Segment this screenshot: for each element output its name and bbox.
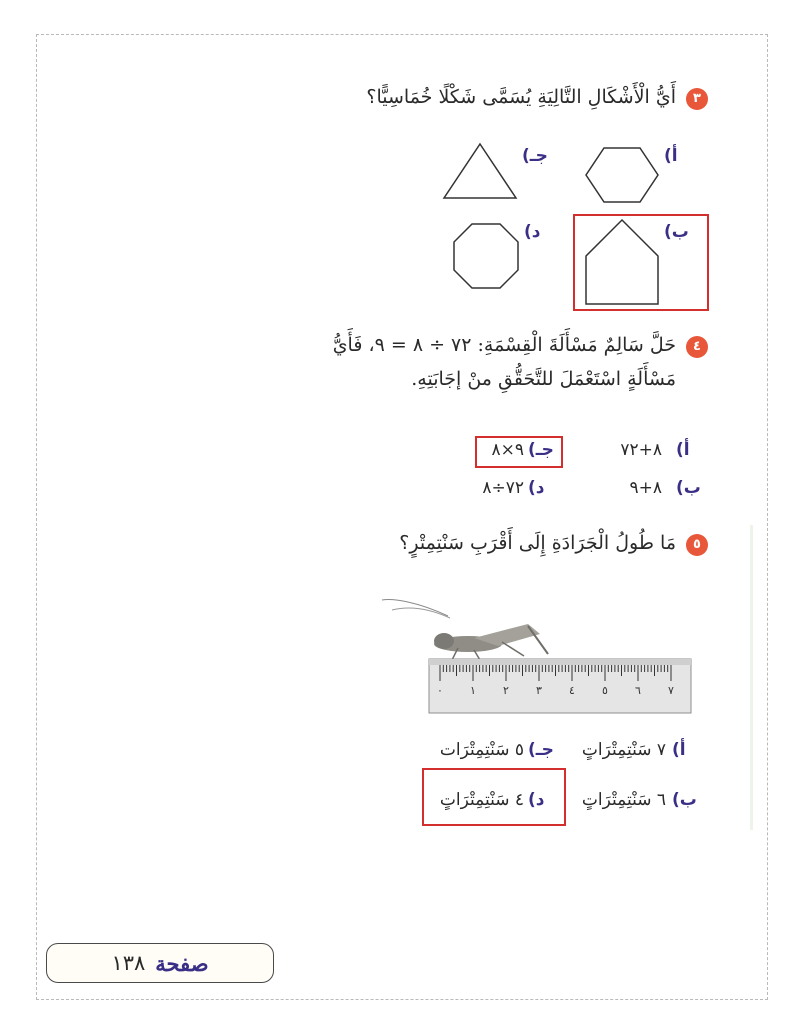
pentagon-shape[interactable] xyxy=(582,216,662,306)
q4-option-b-value: ٨+٩ xyxy=(629,478,662,498)
q3-option-c-label: جـ) xyxy=(522,146,548,166)
q3-option-b-label: ب) xyxy=(664,222,689,242)
question-5-number: ٥ xyxy=(686,534,708,556)
q4-option-c-value: ٩×٨ xyxy=(491,440,524,460)
ruler-number: ٧ xyxy=(668,684,674,697)
ruler-number: ٥ xyxy=(602,684,608,697)
q5-option-a-value: ٧ سَنْتِمِتْرَاتٍ xyxy=(581,740,666,760)
question-4-line-1: حَلَّ سَالِمٌ مَسْأَلَةَ الْقِسْمَةِ: ٧٢ ÷ ٨ = ٩، فَأَيُّ xyxy=(332,334,676,356)
ruler-number: ٣ xyxy=(536,684,542,697)
q4-option-d-label: د) xyxy=(528,478,545,498)
q4-option-d-value: ٧٢÷٨ xyxy=(482,478,524,498)
hexagon-shape[interactable] xyxy=(582,140,662,210)
grasshopper-image xyxy=(378,594,558,666)
question-4-line-2: مَسْأَلَةٍ اسْتَعْمَلَ للتَّحَقُّقِ منْ إجَابَتِهِ. xyxy=(411,368,676,390)
q4-option-a-label: أ) xyxy=(676,440,690,460)
ruler-number: ١ xyxy=(470,684,476,697)
q5-option-c-label: جـ) xyxy=(528,740,554,760)
q4-option-c-label: جـ) xyxy=(528,440,554,460)
q3-option-a-label: أ) xyxy=(664,146,678,166)
q5-option-a-label: أ) xyxy=(672,740,686,760)
q5-option-b-value: ٦ سَنْتِمِتْرَاتٍ xyxy=(581,790,666,810)
ruler-number: ٠ xyxy=(437,684,443,697)
side-accent-line xyxy=(750,525,753,830)
triangle-shape[interactable] xyxy=(440,140,520,204)
q5-option-c-value: ٥ سَنْتِمِتْرَات xyxy=(439,740,524,760)
q5-option-d-label: د) xyxy=(528,790,545,810)
q4-option-b-label: ب) xyxy=(676,478,701,498)
ruler-number: ٢ xyxy=(503,684,509,697)
octagon-shape[interactable] xyxy=(450,220,522,292)
q3-option-d-label: د) xyxy=(524,222,541,242)
question-3-number: ٣ xyxy=(686,88,708,110)
page-number: ١٣٨ xyxy=(111,951,146,975)
q5-option-d-value: ٤ سَنْتِمِتْرَاتٍ xyxy=(439,790,524,810)
page-word: صفحة xyxy=(155,950,209,976)
ruler-number: ٤ xyxy=(569,684,575,697)
ruler xyxy=(428,658,692,714)
question-4-number: ٤ xyxy=(686,336,708,358)
question-3-text: أَيُّ الْأَشْكَالِ التَّالِيَةِ يُسَمَّى شَكْلًا خُمَاسِيًّا؟ xyxy=(366,86,676,108)
q4-option-a-value: ٨+٧٢ xyxy=(620,440,662,460)
question-5-text: مَا طُولُ الْجَرَادَةِ إِلَى أَقْرَبِ سَنْتِمِتْرٍ؟ xyxy=(399,532,676,554)
ruler-number: ٦ xyxy=(635,684,641,697)
page-number-badge xyxy=(46,943,274,983)
q5-option-b-label: ب) xyxy=(672,790,697,810)
